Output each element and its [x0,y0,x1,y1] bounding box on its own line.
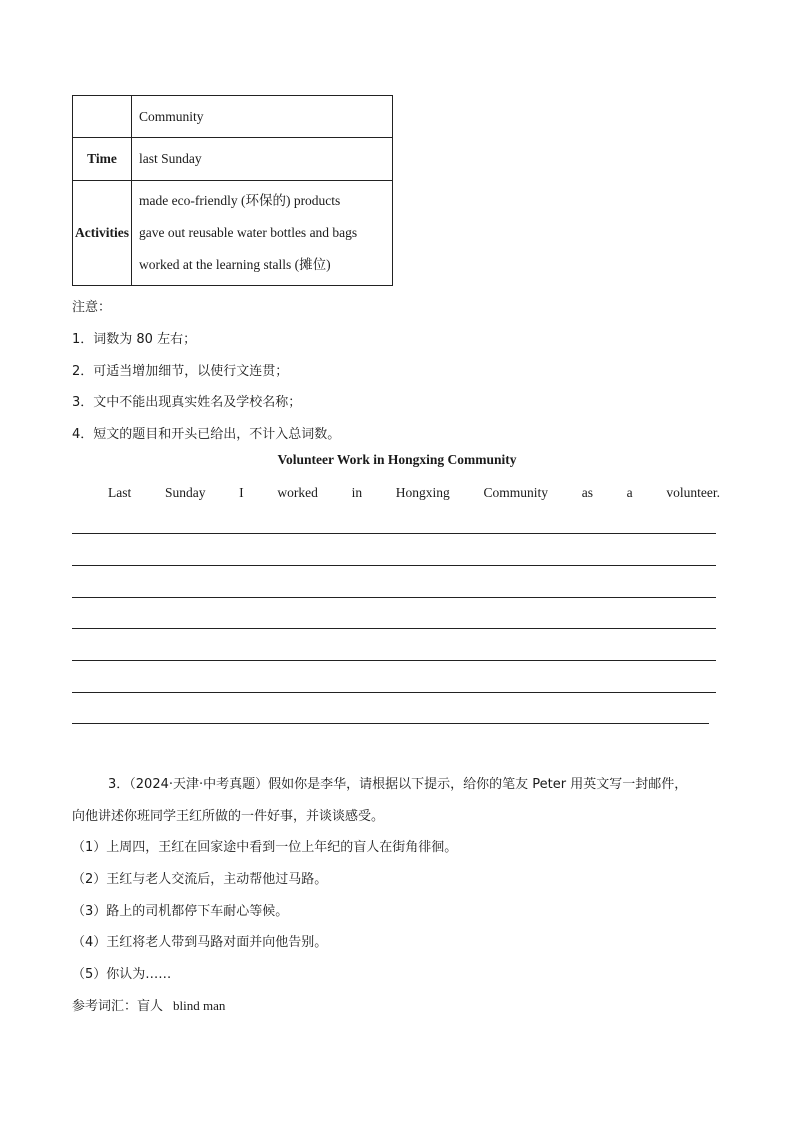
table-row [73,96,393,138]
table-label-empty [73,96,132,138]
writing-line [72,660,716,661]
opening-word: Last [108,485,132,500]
opening-word: Community [483,485,548,500]
table-label-activities: Activities [73,181,132,286]
table-row [73,138,393,181]
opening-word: I [239,485,244,500]
note-item: 3．文中不能出现真实姓名及学校名称； [72,395,302,410]
writing-line [72,565,716,566]
info-table [72,95,393,286]
activity-item: worked at the learning stalls (摊位) [139,257,331,272]
vocab-label: 参考词汇：盲人 [72,999,164,1014]
note-item: 2．可适当增加细节，以使行文连贯； [72,364,289,379]
writing-line [72,692,716,693]
vocab-reference [72,995,225,1014]
table-label-time: Time [73,138,132,181]
notes-heading: 注意： [72,300,112,315]
table-value-time: last Sunday [132,138,393,181]
opening-word: Hongxing [395,485,450,500]
opening-word: a [626,485,633,500]
table-row [73,181,393,286]
vocab-term: blind man [173,998,226,1013]
opening-word: in [351,485,363,500]
opening-word: as [581,485,593,500]
opening-word: Sunday [164,485,206,500]
question3-point: （1）上周四，王红在回家途中看到一位上年纪的盲人在街角徘徊。 [72,840,458,855]
note-item: 1．词数为 80 左右； [72,332,197,347]
table-value-community: Community [132,96,393,138]
essay-title: Volunteer Work in Hongxing Community [277,452,517,467]
writing-line [72,723,709,724]
writing-line [72,533,716,534]
table-value-activities [132,181,393,286]
writing-line [72,628,716,629]
activity-item: gave out reusable water bottles and bags [139,225,358,240]
activity-item: made eco-friendly (环保的) products [139,193,341,208]
question3-point: （2）王红与老人交流后，主动帮他过马路。 [72,872,328,887]
question3-point: （3）路上的司机都停下车耐心等候。 [72,904,289,919]
writing-line [72,597,716,598]
essay-opening [108,485,720,501]
opening-word: worked [277,485,318,500]
question3-point: （5）你认为…… [72,967,172,982]
question3-point: （4）王红将老人带到马路对面并向他告别。 [72,935,328,950]
opening-word: volunteer. [666,485,720,500]
question3-prompt: 3．（2024·天津·中考真题）假如你是李华，请根据以下提示，给你的笔友 Peter 用英文写一封邮件， [108,777,688,792]
question3-prompt-cont: 向他讲述你班同学王红所做的一件好事，并谈谈感受。 [72,809,385,824]
note-item: 4．短文的题目和开头已给出，不计入总词数。 [72,427,341,442]
